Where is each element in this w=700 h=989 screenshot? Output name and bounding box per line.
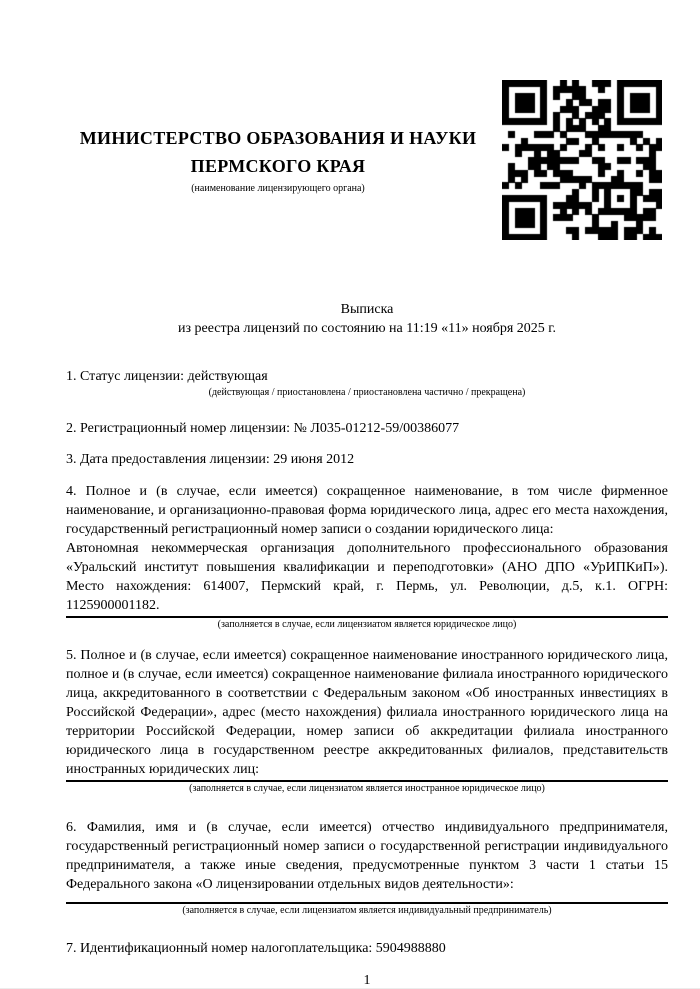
item-individual-entrepreneur-info (66, 818, 668, 918)
page-number: 1 (363, 973, 371, 988)
item-license-status (66, 367, 668, 400)
license-status-caption: (действующая / приостановлена / приостановлена частично / прекращена) (208, 387, 526, 398)
taxpayer-id-text: 7. Идентификационный номер налогоплательщика: 5904988880 (66, 941, 446, 956)
registration-number-text: 2. Регистрационный номер лицензии: № Л035-01212-59/00386077 (66, 421, 460, 436)
document-title (66, 300, 668, 338)
individual-entrepreneur-caption: (заполняется в случае, если лицензиатом является индивидуальный предприниматель) (182, 905, 552, 916)
individual-entrepreneur-label: 6. Фамилия, имя и (в случае, если имеется) отчество индивидуального предпринимателя, государственный регистрационный номер записи о государственной регистрации индивидуального предпринимателя, а также иные сведения, предусмотренные пунктом 3 части 1 статьи 15 Федерального закона «О лицензировании отдельных видов деятельности»: (66, 820, 668, 892)
item-taxpayer-id (66, 939, 668, 958)
ministry-name-line1: МИНИСТЕРСТВО ОБРАЗОВАНИЯ И НАУКИ (79, 128, 477, 148)
item-foreign-entity-info (66, 646, 668, 796)
title-line2: из реестра лицензий по состоянию на 11:19 «11» ноября 2025 г. (178, 321, 556, 336)
item-registration-number (66, 419, 668, 438)
ministry-name-line2: ПЕРМСКОГО КРАЯ (190, 156, 366, 176)
item-legal-entity-info (66, 482, 668, 632)
title-line1: Выписка (340, 302, 394, 317)
ministry-header (66, 124, 490, 196)
foreign-entity-caption: (заполняется в случае, если лицензиатом является иностранное юридическое лицо) (189, 783, 545, 794)
qr-code-canvas (502, 80, 662, 240)
qr-code (502, 80, 662, 240)
item-license-grant-date (66, 450, 668, 469)
legal-entity-value: Автономная некоммерческая организация дополнительного профессионального образования «Уральский институт повышения квалификации и переподготовки» (АНО ДПО «УрИПКиП»). Место нахождения: 614007, Пермский край, г. Пермь, ул. Революции, д.5, к.1. ОГРН: 1125900001182. (66, 541, 668, 613)
legal-entity-caption: (заполняется в случае, если лицензиатом является юридическое лицо) (217, 619, 517, 630)
license-status-text: 1. Статус лицензии: действующая (66, 369, 268, 384)
foreign-entity-label: 5. Полное и (в случае, если имеется) сокращенное наименование иностранного юридического лица, полное и (в случае, если имеется) сокращенное наименование филиала иностранного юридического лица, аккредитованного в соответствии с Федеральным законом «Об иностранных инвестициях в Российской Федерации», адрес (место нахождения) филиала иностранного юридического лица на территории Российской Федерации, номер записи об аккредитации филиала иностранного юридического лица в государственном реестре аккредитованных филиалов, представительств иностранных юридических лиц: (66, 648, 668, 777)
document-content (0, 124, 700, 989)
licensing-authority-caption: (наименование лицензирующего органа) (191, 183, 365, 194)
legal-entity-label: 4. Полное и (в случае, если имеется) сокращенное наименование, в том числе фирменное наименование, и организационно-правовая форма юридического лица, адрес его места нахождения, государственный регистрационный номер записи о создании юридического лица: (66, 484, 668, 537)
spacer (66, 894, 668, 901)
license-grant-date-text: 3. Дата предоставления лицензии: 29 июня 2012 (66, 452, 355, 467)
